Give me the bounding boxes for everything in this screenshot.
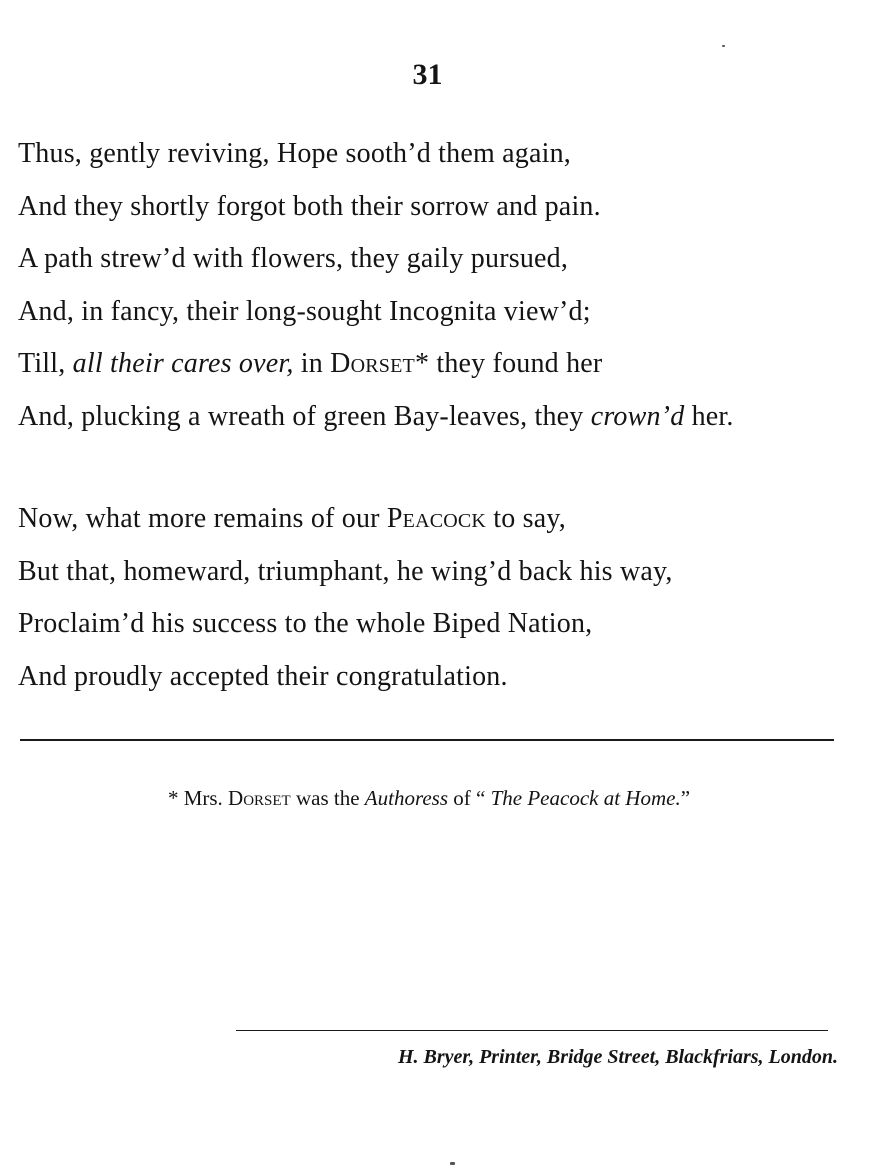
verse-text: And, plucking a wreath of green Bay-leaves, they (18, 400, 591, 432)
verse-line (18, 233, 734, 286)
verse-text: Now, what more remains of our (18, 503, 387, 534)
scan-speck (722, 45, 725, 47)
verse-text: Proclaim’d his success to the whole Biped Nation, (18, 608, 593, 639)
stanza-1 (18, 128, 734, 443)
footnote-text: * Mrs. (167, 786, 229, 810)
stanza-2 (18, 493, 673, 703)
imprint-divider (236, 1030, 828, 1031)
scan-speck (450, 1162, 455, 1165)
small-caps-text: Dorset (228, 786, 291, 810)
verse-text: her. (684, 400, 734, 432)
verse-line (18, 286, 734, 339)
verse-text: A path strew’d with flowers, they gaily pursued, (18, 243, 569, 274)
verse-text: And they shortly forgot both their sorrow and pain. (18, 190, 601, 222)
verse-text: But that, homeward, triumphant, he wing’d back his way, (18, 555, 673, 587)
verse-text: in (293, 348, 331, 379)
verse-line (18, 493, 673, 546)
footnote-text: ” (680, 786, 691, 810)
footnote-text: of “ (448, 786, 491, 810)
verse-line (18, 128, 734, 181)
small-caps-text: Dorset (330, 348, 415, 379)
verse-line (18, 598, 673, 651)
verse-line (18, 546, 673, 599)
verse-text: to say, (486, 503, 566, 534)
section-divider (20, 739, 834, 741)
verse-text: Till, (18, 348, 73, 379)
footnote (0, 786, 858, 811)
footnote-text: was the (290, 786, 365, 810)
verse-line (18, 181, 734, 234)
verse-text: * they found her (414, 348, 603, 379)
verse-text: Thus, gently reviving, Hope sooth’d them again, (18, 138, 571, 169)
italic-text: crown’d (590, 400, 685, 432)
verse-text: And, in fancy, their long-sought Incognita view’d; (18, 295, 591, 327)
italic-text: The Peacock at Home. (490, 786, 681, 810)
verse-text: And proudly accepted their congratulation. (18, 660, 508, 692)
small-caps-text: Peacock (386, 503, 487, 534)
italic-text: Authoress (364, 786, 449, 810)
verse-line (18, 651, 673, 704)
printer-imprint: H. Bryer, Printer, Bridge Street, Blackfriars, London. (397, 1046, 838, 1068)
verse-line (18, 338, 734, 391)
verse-line (18, 391, 734, 444)
italic-text: all their cares over, (72, 348, 294, 379)
page-number: 31 (412, 58, 443, 91)
